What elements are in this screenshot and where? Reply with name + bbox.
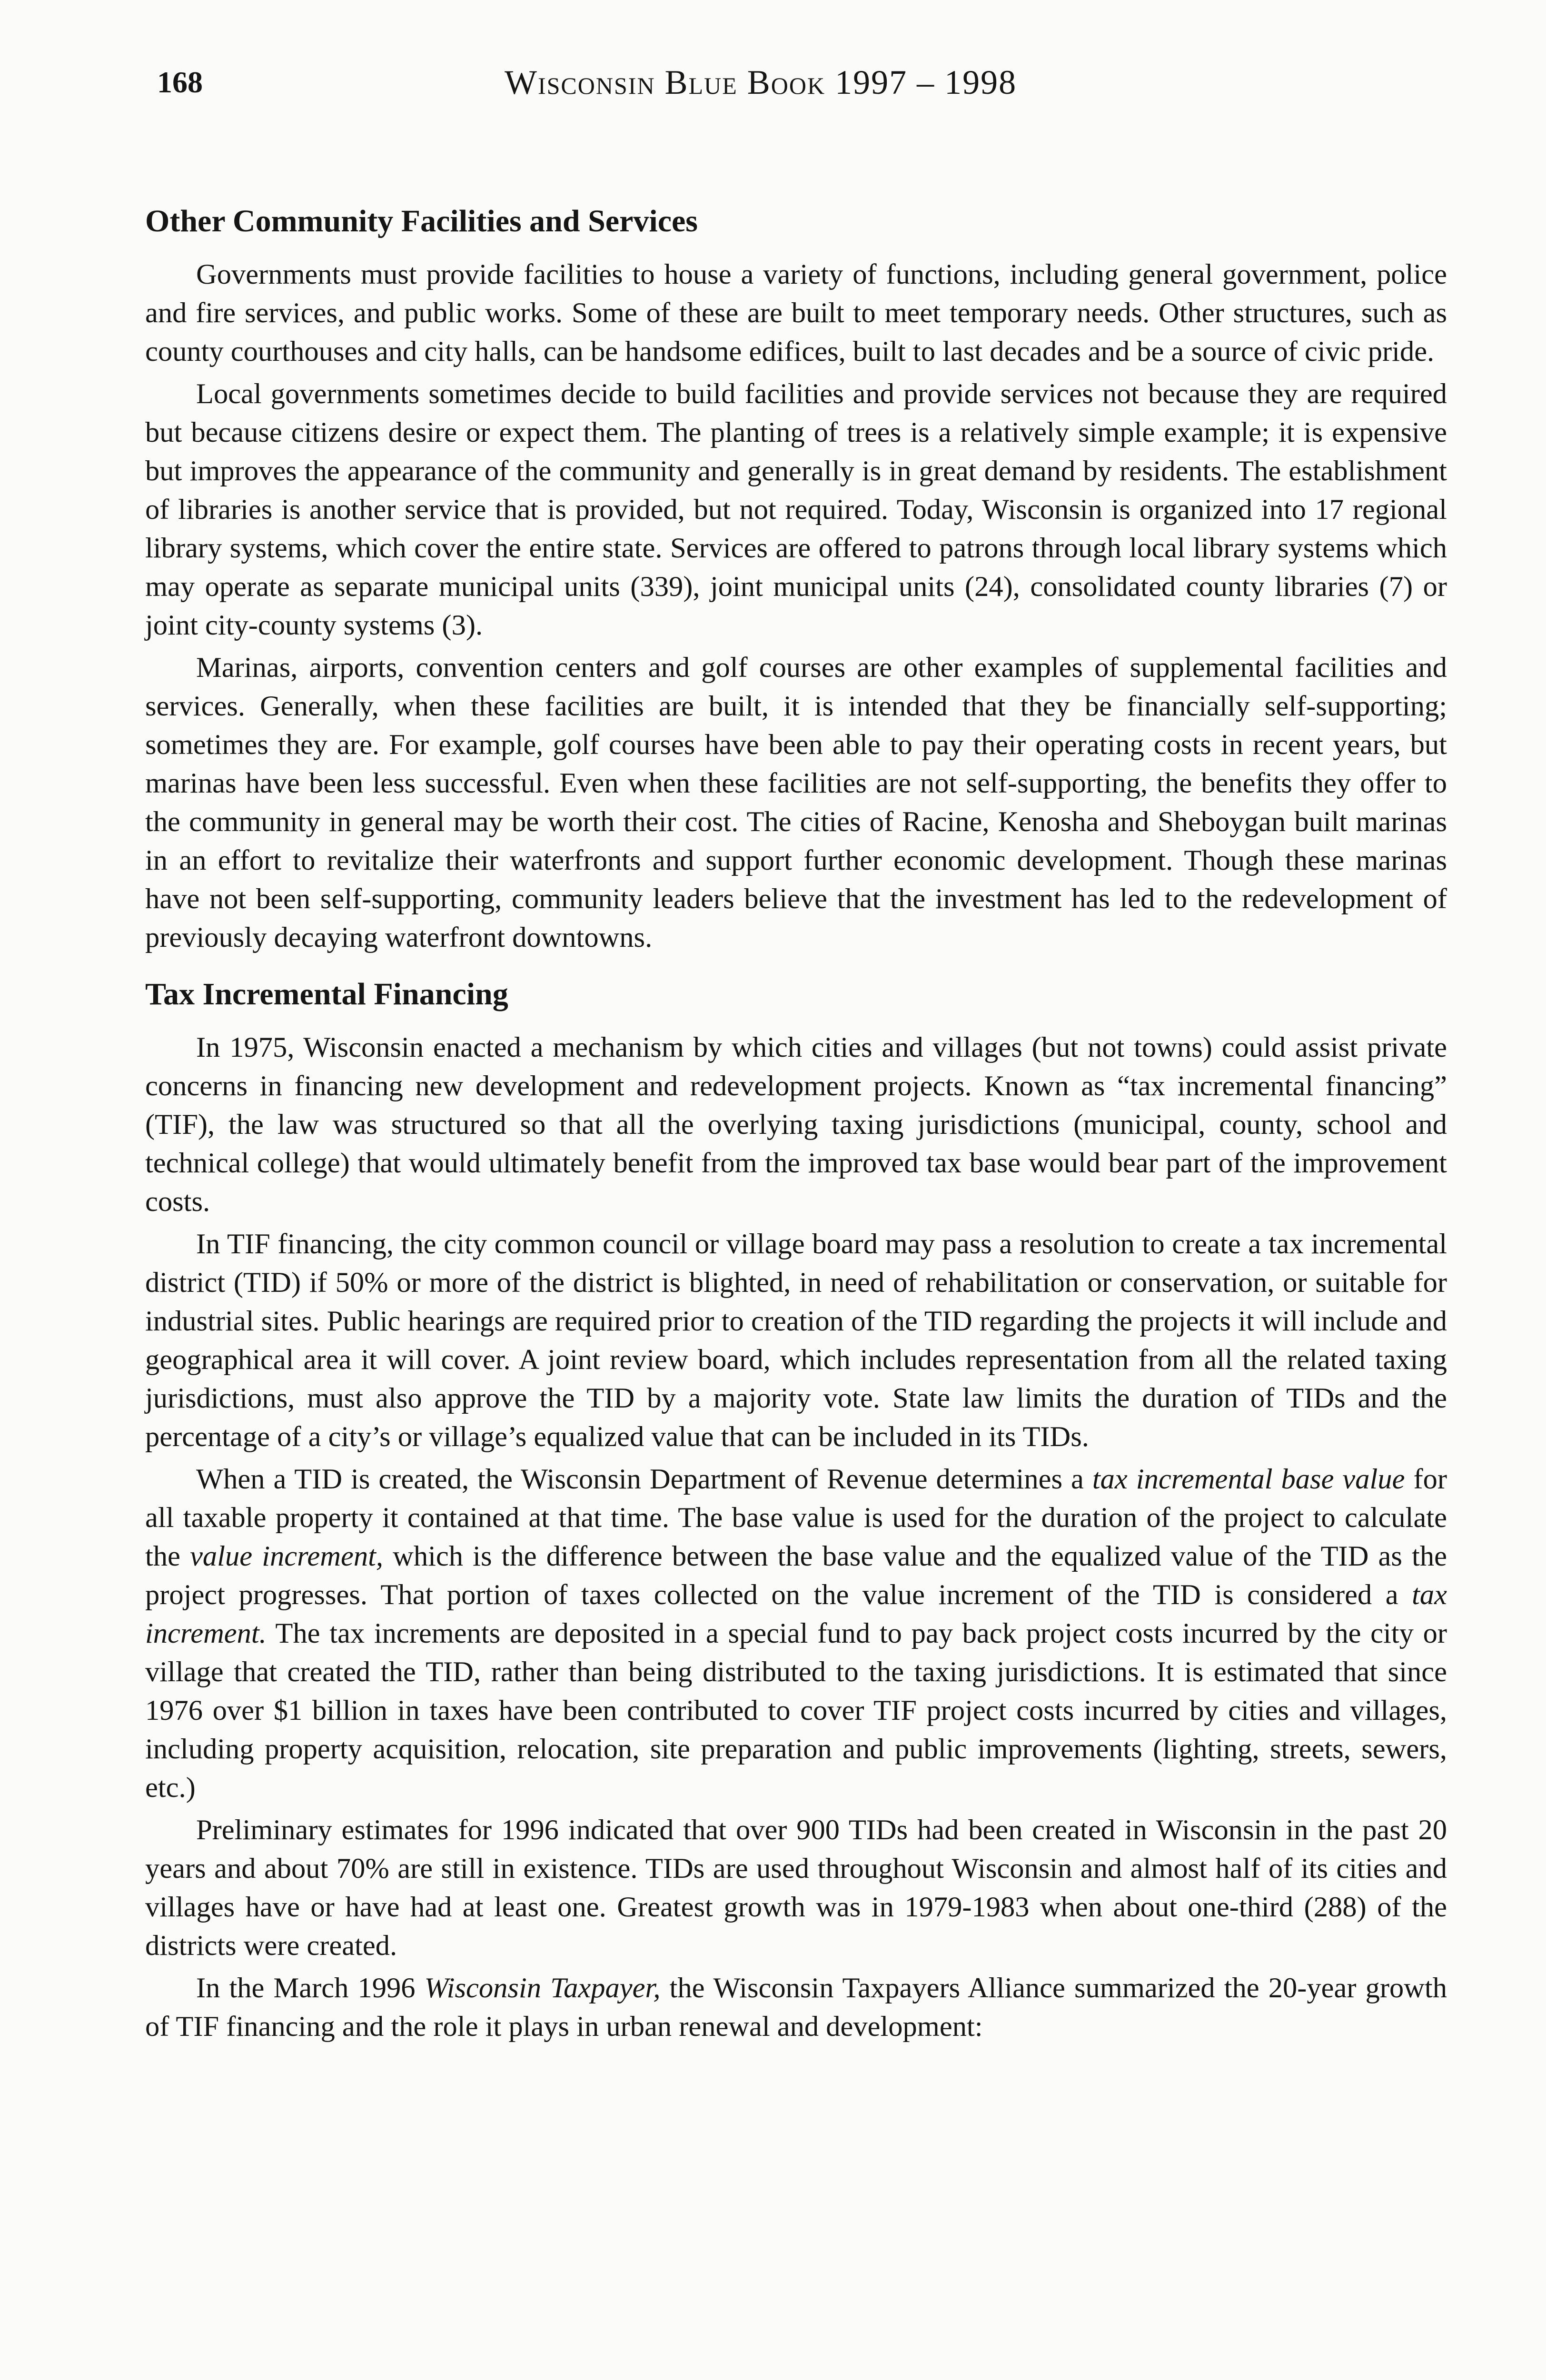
running-head [157, 56, 1442, 109]
text-run: for all taxable property it contained at that time. The base value is used for the duration of the project to calculate the [145, 1463, 1447, 1572]
paragraph-libraries: Local governments sometimes decide to build facilities and provide services not because they are required but because citizens desire or expect them. The planting of trees is a relatively simple example; it is expensive but improves the appearance of the community and generally is in great demand by residents. The establishment of libraries is another service that is provided, but not required. Today, Wisconsin is organized into 17 regional library systems, which cover the entire state. Services are offered to patrons through local library systems which may operate as separate municipal units (339), joint municipal units (24), consolidated county libraries (7) or joint city-county systems (3). [145, 378, 1447, 641]
text-run: the Wisconsin Taxpayers Alliance summarized the 20-year growth of TIF financing and the role it plays in urban renewal and development: [145, 1972, 1447, 2043]
paragraph-tif-taxpayer [145, 1969, 1447, 2046]
paragraph-tif-process: In TIF financing, the city common council or village board may pass a resolution to create a tax incremental district (TID) if 50% or more of the district is blighted, in need of rehabilitation or conservation, or suitable for industrial sites. Public hearings are required prior to creation of the TID regarding the projects it will include and geographical area it will cover. A joint review board, which includes representation from all the related taxing jurisdictions, must also approve the TID by a majority vote. State law limits the duration of TIDs and the percentage of a city’s or village’s equalized value that can be included in its TIDs. [145, 1228, 1447, 1453]
publication-title: Wisconsin Taxpayer, [424, 1972, 661, 2004]
section-heading-community-facilities: Other Community Facilities and Services [145, 204, 698, 238]
italic-term: tax increment. [145, 1579, 1447, 1649]
italic-term: tax incremental base value [1092, 1463, 1405, 1495]
text-run: When a TID is created, the Wisconsin Department of Revenue determines a [196, 1463, 1092, 1495]
paragraph-tif-base-value [145, 1460, 1447, 1807]
paragraph-facilities-intro: Governments must provide facilities to house a variety of functions, including general government, police and fire services, and public works. Some of these are built to meet temporary needs. Other structures, such as county courthouses and city halls, can be handsome edifices, built to last decades and be a source of civic pride. [145, 258, 1447, 367]
paragraph-marinas: Marinas, airports, convention centers and golf courses are other examples of supplemental facilities and services. Generally, when these facilities are built, it is intended that they be financially self-supporting; sometimes they are. For example, golf courses have been able to pay their operating costs in recent years, but marinas have been less successful. Even when these facilities are not self-supporting, the benefits they offer to the community in general may be worth their cost. The cities of Racine, Kenosha and Sheboygan built marinas in an effort to revitalize their waterfronts and support further economic development. Though these marinas have not been self-supporting, community leaders believe that the investment has led to the redevelopment of previously decaying waterfront downtowns. [145, 652, 1447, 953]
page-number: 168 [157, 65, 203, 99]
text-run: The tax increments are deposited in a special fund to pay back project costs incurred by the city or village that created the TID, rather than being distributed to the taxing jurisdictions. It is estimated that since 1976 over $1 billion in taxes have been contributed to cover TIF project costs incurred by cities and villages, including property acquisition, relocation, site preparation and public improvements (lighting, streets, sewers, etc.) [145, 1617, 1447, 1804]
italic-term: value increment, [190, 1540, 384, 1572]
book-title: Wisconsin Blue Book 1997 – 1998 [505, 63, 1017, 101]
paragraph-tif-estimates: Preliminary estimates for 1996 indicated that over 900 TIDs had been created in Wisconsin in the past 20 years and about 70% are still in existence. TIDs are used throughout Wisconsin and almost half of its cities and villages have or have had at least one. Greatest growth was in 1979-1983 when about one-third (288) of the districts were created. [145, 1814, 1447, 1962]
section-heading-tif: Tax Incremental Financing [145, 977, 508, 1012]
text-run: In the March 1996 [196, 1972, 425, 2004]
page-content [145, 200, 1447, 2050]
paragraph-tif-intro: In 1975, Wisconsin enacted a mechanism by which cities and villages (but not towns) could assist private concerns in financing new development and redevelopment projects. Known as “tax incremental financing” (TIF), the law was structured so that all the overlying taxing jurisdictions (municipal, county, school and technical college) that would ultimately benefit from the improved tax base would bear part of the improvement costs. [145, 1031, 1447, 1218]
text-run: which is the difference between the base value and the equalized value of the TID as the project progresses. That portion of taxes collected on the value increment of the TID is considered a [145, 1540, 1447, 1611]
